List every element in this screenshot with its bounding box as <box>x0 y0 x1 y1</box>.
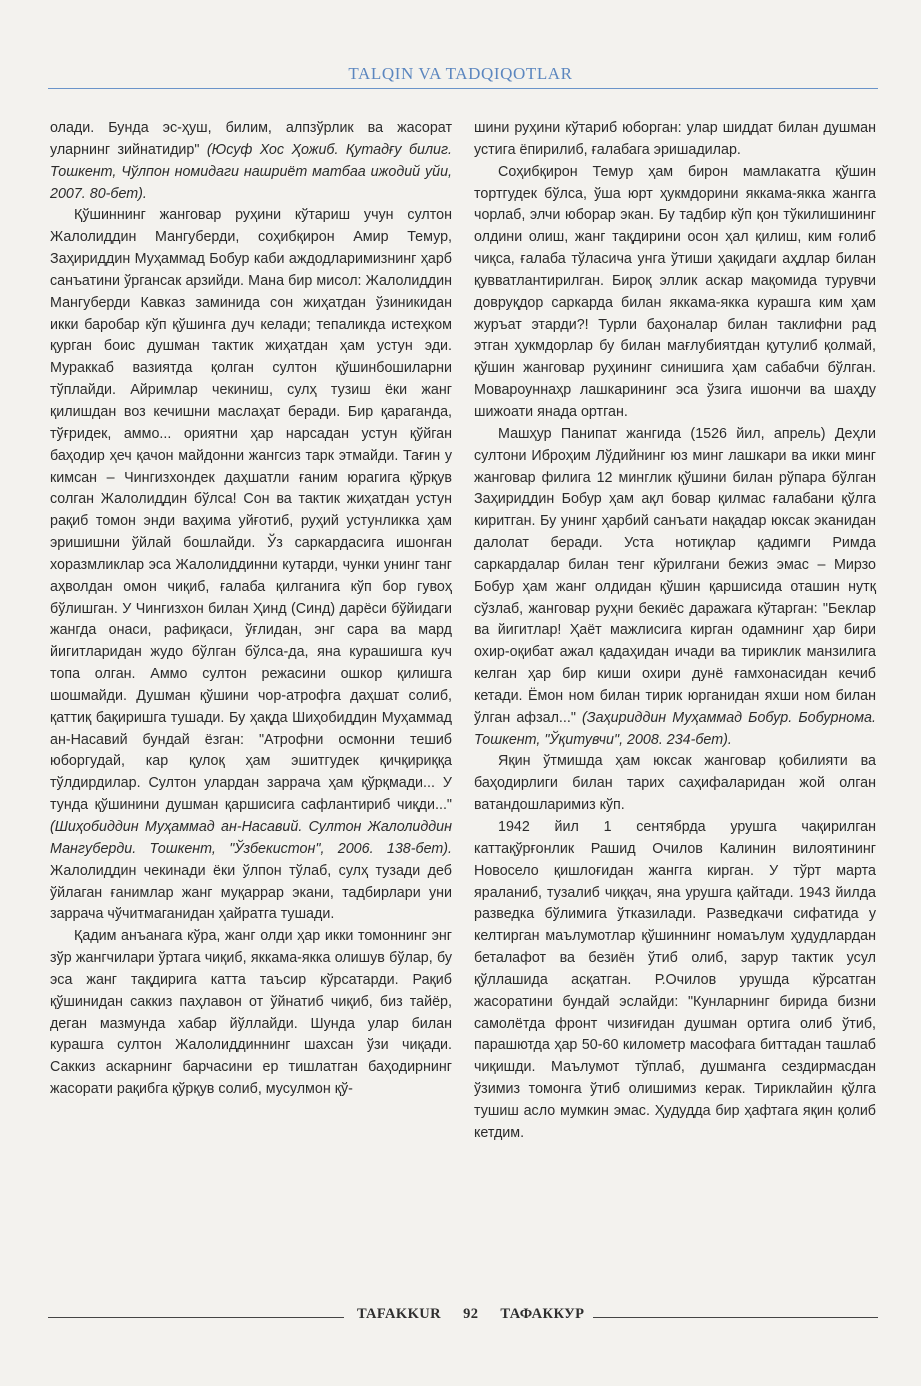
footer-text <box>348 1306 593 1323</box>
paragraph-text: 1942 йил 1 сентябрда урушга чақирилган каттақўрғонлик Рашид Очилов Калинин вилоятининг Новосело қишлоғидан жангга кирган. У тўрт марта яраланиб, тузалиб чиққач, яна урушга қайтади. 1943 йилда разведка бўлимига ўтказилади. Разведкачи сифатида у келтирган маълумотлар қўшиннинг номаълум ҳудудлардан беталафот ва безиён ўтиб олиб, зарур тактик усул қўллашида асқатган. Р.Очилов урушда кўрсатган жасоратини бундай эслайди: "Кунларнинг бирида бизни самолётда фронт чизиғидан душман ортига олиб ўтиб, парашютда ҳар 50-60 километр масофага биттадан ташлаб чиқишди. Маълумот тўплаб, душманга сездирмасдан ўзимиз томонга ўтиб олишимиз керак. Тириклайин қўлга тушиш асло мумкин эмас. Ҳудудда бир ҳафтага яқин қолиб кетдим. <box>474 819 876 1141</box>
citation: (Юсуф Хос Ҳожиб. Қутадғу билиг. Тошкент, Чўлпон номидаги нашриёт матбаа ижодий уйи, 2007. 80-бет). <box>50 141 452 202</box>
paragraph <box>50 205 452 926</box>
paragraph <box>474 424 876 752</box>
footer-title-latin: TAFAKKUR <box>357 1306 442 1322</box>
paragraph-text: Қўшиннинг жанговар руҳини кўтариш учун султон Жалолиддин Мангуберди, соҳибқирон Амир Темур, Заҳириддин Муҳаммад Бобур каби аждодларимизнинг ҳарб санъатини ўргансак арзийди. Мана бир мисол: Жалолиддин Мангуберди Кавказ заминида сон жиҳатдан ўзиникидан икки баробар кўп қўшинга дуч келади; тепаликда истеҳком қурган боис душман тактик жиҳатдан ҳам устун эди. Мураккаб вазиятда қолган султон қўшинбошиларни тўплайди. Айримлар чекиниш, сулҳ тузиш ёки жанг қилишдан воз кечишни маслаҳат беради. Бир қараганда, тўғридек, аммо... ориятни ҳар нарсадан устун қўйган баҳодир ҳеч қачон майдонни жангсиз тарк этмайди. Тағин у кимсан – Чингизхондек даҳшатли ғаним юрагига қўрқув солган Жалолиддин бўлса! Сон ва тактик жиҳатдан устун рақиб томон энди ваҳима уйғотиб, руҳий устунликка ҳам эришишни ўйлай бошлайди. Ўз саркардасига ишонган хоразмликлар эса Жалолиддинни кутарди, чунки унинг танг аҳволдан омон чиқиб, ғалаба қилганига кўп бор гувоҳ бўлишган. У Чингизхон билан Ҳинд (Синд) дарёси бўйидаги жангда онаси, рафиқаси, ўғлидан, энг сара ва мард йигитларидан жудо бўлган бўлса-да, яна курашишга куч топа олган. Аммо султон режасини ошкор қилишга шошмайди. Душман қўшини чор-атрофга даҳшат солиб, қаттиқ бақиришга тушади. Бу ҳақда Шиҳобиддин Муҳаммад ан-Насавий бундай ёзган: "Атрофни осмонни тешиб юборгудай, кар қулоқ ҳам эшитгудек қичқириққа тўлдирдилар. Султон улардан заррача ҳам қўрқмади... У тунда қўшинини душман қаршисига сафлантириб чиқди..." <box>50 207 452 814</box>
paragraph <box>50 926 452 1101</box>
footer-rule-left <box>48 1317 344 1318</box>
footer-rule-right <box>593 1317 878 1318</box>
section-header: TALQIN VA TADQIQOTLAR <box>348 64 573 83</box>
page-footer <box>48 1306 878 1328</box>
citation: (Шиҳобиддин Муҳаммад ан-Насавий. Султон Жалолиддин Мангуберди. Тошкент, "Ўзбекистон", 2006. 138-бет). <box>50 819 452 857</box>
paragraph <box>474 751 876 817</box>
paragraph-text: Соҳибқирон Темур ҳам бирон мамлакатга қўшин тортгудек бўлса, ўша юрт ҳукмдорини яккама-якка жангга чорлаб, элчи юборар экан. Бу тадбир кўп қон тўкилишининг олдини олиш, жанг тақдирини осон ҳал қилиш, ким ғолиб чиқса, ғалаба тўласича унга ўтиши ҳақидаги аҳдлар билан қувватлантирилган. Бироқ эллик аскар мақомида турувчи довруқдор саркарда билан яккама-якка курашга ким ҳам журъат этарди?! Турли баҳоналар билан таклифни рад этган ҳукмдорлар бу билан мағлубиятдан қутулиб қолмай, қўшин жанговар руҳининг синишига ҳам сабабчи бўлган. Мовароуннаҳр лашкарининг эса ўзига ишончи ва шаҳду шижоати янада ортган. <box>474 163 876 420</box>
page-number: 92 <box>463 1306 479 1322</box>
paragraph-text: Яқин ўтмишда ҳам юксак жанговар қобилияти ва баҳодирлиги билан тарих саҳифаларидан жой олган ватандошларимиз кўп. <box>474 753 876 814</box>
paragraph <box>474 118 876 162</box>
header-rule <box>48 88 878 89</box>
paragraph-text: шини руҳини кўтариб юборган: улар шиддат билан душман устига ёпирилиб, ғалабага эришадилар. <box>474 120 876 158</box>
footer-title-cyrillic: ТАФАККУР <box>500 1306 585 1322</box>
left-column <box>50 118 452 1101</box>
right-column <box>474 118 876 1145</box>
paragraph-text: Қадим анъанага кўра, жанг олди ҳар икки томоннинг энг зўр жангчилари ўртага чиқиб, яккама-якка олишув бўлар, бу эса жанг тақдирига катта таъсир кўрсатарди. Рақиб қўшинидан саккиз паҳлавон от ўйнатиб чиқиб, биз тайёр, деган мазмунда хабар йўллайди. Шунда улар билан курашга султон Жалолиддиннинг шахсан ўзи чиқади. Саккиз аскарнинг барчасини ер тишлатган баҳодирнинг жасорати рақибга қўрқув солиб, мусулмон қў- <box>50 928 452 1098</box>
paragraph-text: олади. Бунда эс-ҳуш, билим, алпзўрлик ва жасорат уларнинг зийнатидир" <box>50 120 452 158</box>
paragraph <box>474 817 876 1145</box>
paragraph <box>474 162 876 424</box>
citation: (Заҳириддин Муҳаммад Бобур. Бобурнома. Тошкент, "Ўқитувчи", 2008. 234-бет). <box>474 709 876 748</box>
paragraph <box>50 118 452 205</box>
paragraph-text: Жалолиддин чекинади ёки ўлпон тўлаб, сулҳ тузади деб ўйлаган ғанимлар жанг муқаррар экани, тадбирлари уни заррача чўчитмаганидан ҳайратга тушади. <box>50 862 452 923</box>
paragraph-text: Машҳур Панипат жангида (1526 йил, апрель) Деҳли султони Иброҳим Лўдийнинг юз минг лашкари ва икки минг жанговар филига 12 минглик қўшини билан рўпара бўлган Заҳириддин Бобур ҳам ақл бовар қилмас ғалабани қўлга киритган. Бу унинг ҳарбий санъати нақадар юксак эканидан далолат беради. Уста нотиқлар қадимги Римда саркардалар билан тенг кўрилгани бежиз эмас – Мирзо Бобур ҳам жанг олдидан қўшин қаршисида оташин нутқ сўзлаб, жанговар руҳни бекиёс даражага кўтарган: "Беклар ва йигитлар! Ҳаёт мажлисига кирган одамнинг ҳар бири охир-оқибат ажал қадаҳидан ичади ва тириклик манзилига келган ҳар бир киши охири дунё ғамхонасидан кечиб кетади. Ёмон ном билан тирик юрганидан яхши ном билан ўлган афзал..." <box>474 425 876 726</box>
